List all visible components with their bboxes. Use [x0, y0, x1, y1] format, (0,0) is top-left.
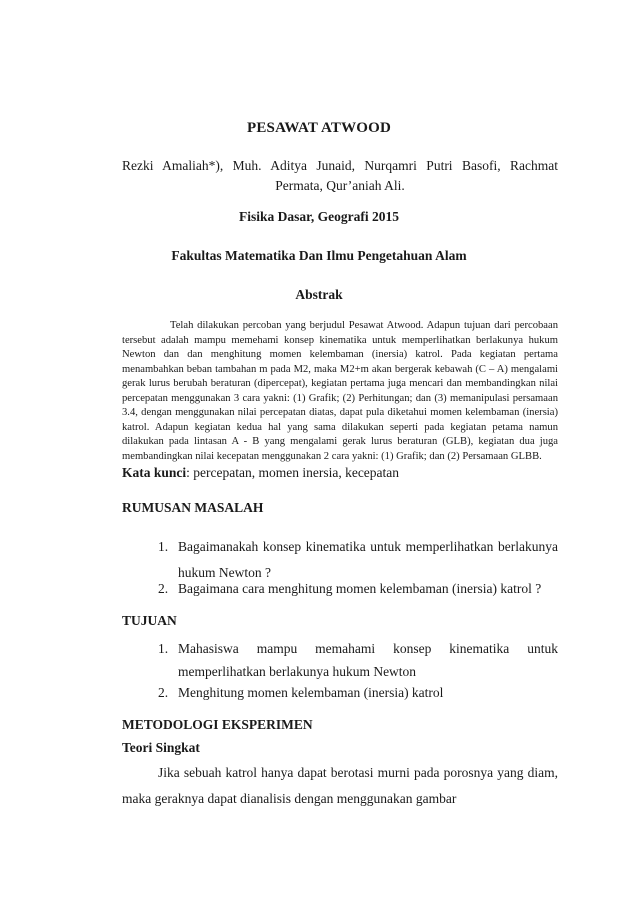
faculty-line: Fakultas Matematika Dan Ilmu Pengetahuan Alam: [171, 248, 467, 263]
list-number: 1.: [158, 539, 169, 554]
metodologi-heading: METODOLOGI EKSPERIMEN: [122, 717, 313, 732]
abstract-paragraph: Telah dilakukan percoban yang berjudul Pesawat Atwood. Adapun tujuan dari percobaan tersebut adalah mampu memehami konsep kinematika untuk memperlihatkan berlakunya hukum Newton dan dan menghitung momen kelembaman (inersia) katrol. Pada kegiatan pertama menambahkan beban tambahan m pada M2, maka M2+m akan bergerak kebawah (C – A) mengalami gerak lurus berubah beraturan (dipercepat), kegiatan pertama juga mencari dan membandingkan nilai percepatan menggunakan 3 cara yakni: (1) Grafik; (2) Perhitungan; dan (3) memanipulasi persamaan 3.4, dengan menggunakan nilai percepatan diatas, dapat pula diketahui momen kelembaman (inersia) katrol. Adapun kegiatan kedua hal yang sama dilakukan seperti pada kegiatan petama namun dilakukan pada lintasan A - B yang mengalami gerak lurus beraturan (GLB), kegiatan dua juga membandingkan nilai kecepatan menggunakan 2 cara yakni: (1) Grafik; dan (2) Persamaan GLBB.: [122, 320, 558, 462]
document-title: PESAWAT ATWOOD: [246, 120, 392, 136]
rumusan-item-2: [158, 576, 558, 602]
list-item-line: Menghitung momen kelembaman (inersia) katrol: [178, 685, 444, 700]
tujuan-heading: TUJUAN: [122, 613, 177, 628]
list-number: 2.: [158, 581, 169, 596]
keywords-text: : percepatan, momen inersia, kecepatan: [186, 465, 400, 480]
list-item-line: hukum Newton ?: [178, 565, 271, 580]
keywords-label: Kata kunci: [122, 465, 187, 480]
list-number: 1.: [158, 641, 169, 656]
author-list: Rezki Amaliah*), Muh. Aditya Junaid, Nurqamri Putri Basofi, Rachmat Permata, Qur’aniah Ali.: [122, 158, 558, 193]
list-item-line: Mahasiswa mampu memahami konsep kinematika untuk: [178, 641, 558, 656]
list-item-line: Bagaimanakah konsep kinematika untuk memperlihatkan berlakunya: [178, 539, 558, 554]
list-number: 2.: [158, 685, 169, 700]
teori-paragraph: Jika sebuah katrol hanya dapat berotasi murni pada porosnya yang diam, maka geraknya dapat dianalisis dengan menggunakan gambar: [122, 765, 558, 806]
course-line: Fisika Dasar, Geografi 2015: [239, 209, 399, 224]
keywords-line: [122, 465, 399, 481]
abstract-heading: Abstrak: [295, 287, 343, 302]
rumusan-heading: RUMUSAN MASALAH: [122, 500, 264, 515]
list-item-line: Bagaimana cara menghitung momen kelembaman (inersia) katrol ?: [178, 581, 542, 596]
teori-singkat-heading: Teori Singkat: [122, 740, 200, 755]
list-item-line: memperlihatkan berlakunya hukum Newton: [178, 664, 417, 679]
tujuan-item-2: [158, 680, 558, 706]
